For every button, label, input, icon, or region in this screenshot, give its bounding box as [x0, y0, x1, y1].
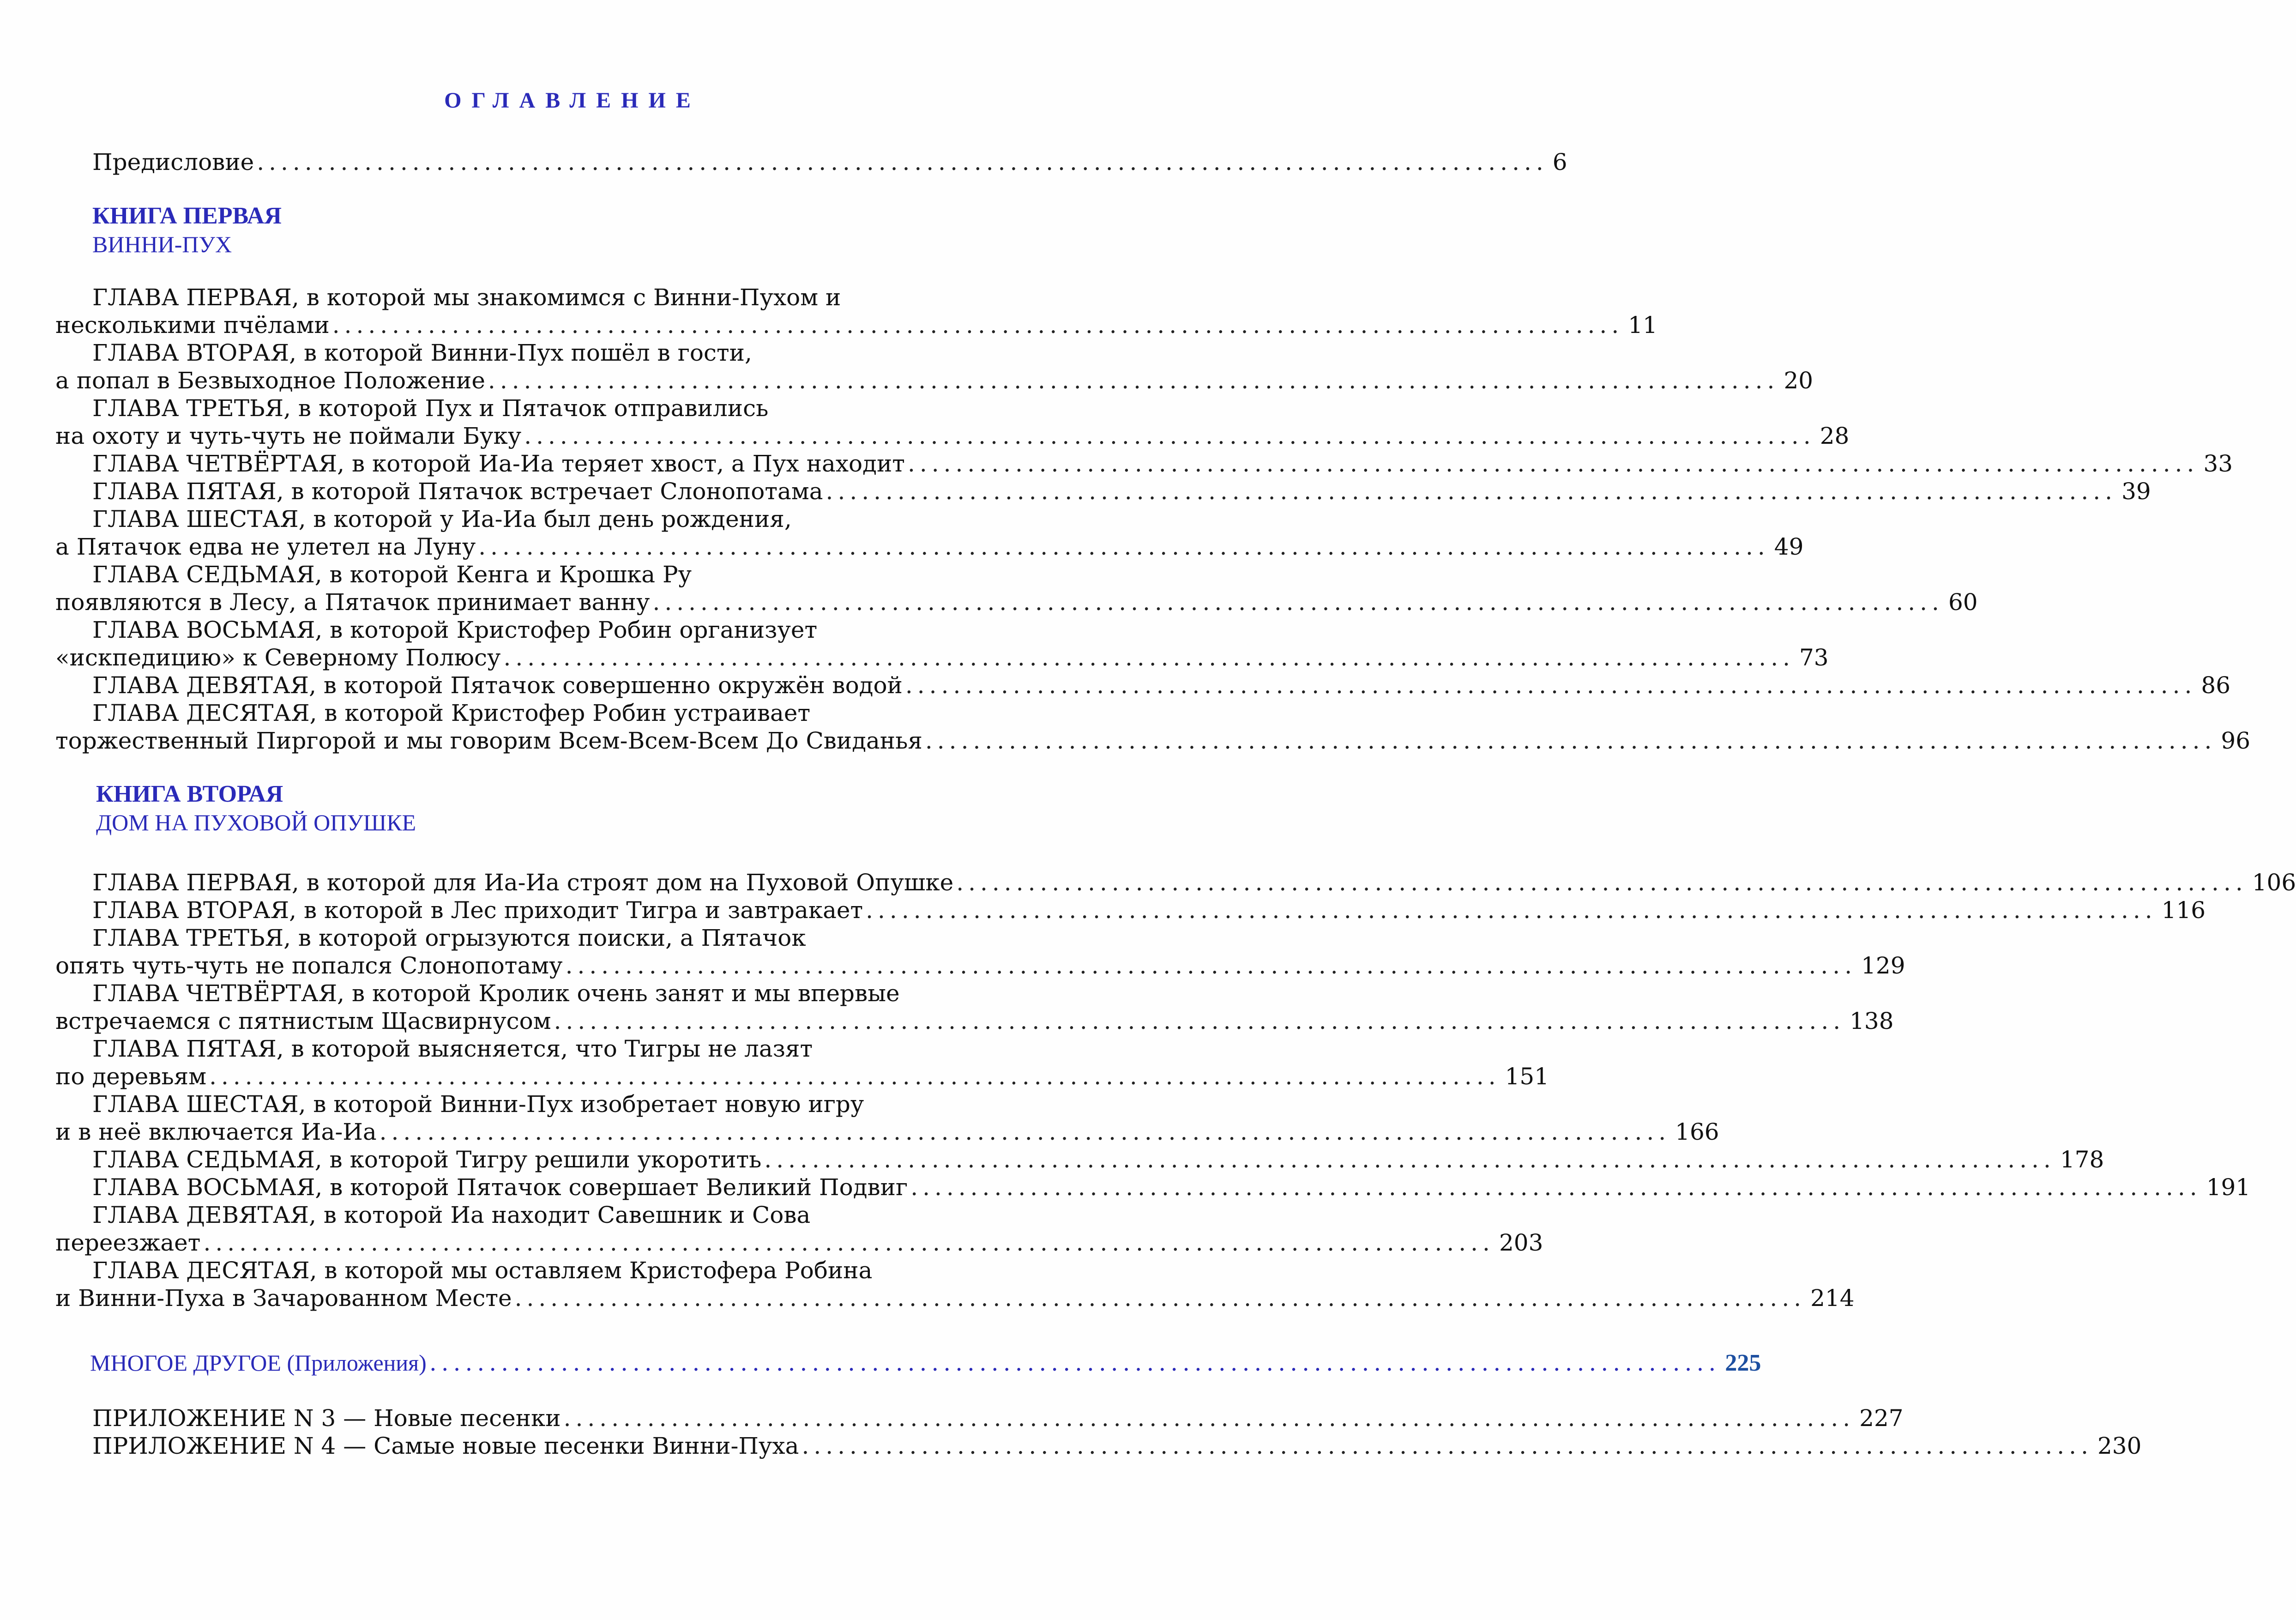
book1-line[interactable]	[92, 449, 2233, 478]
entry-text: ГЛАВА ДЕСЯТАЯ, в которой мы оставляем Кристофера Робина	[92, 1257, 873, 1284]
appendix-page: 225	[1725, 1350, 1761, 1376]
book1-line[interactable]	[55, 311, 1657, 339]
entry-page: 230	[2097, 1433, 2142, 1459]
entry-page: 129	[1861, 952, 1905, 979]
book2-line[interactable]	[55, 951, 1905, 980]
entry-page: 166	[1675, 1118, 1719, 1145]
entry-page: 6	[1552, 149, 1567, 175]
entry-text: ГЛАВА ПЕРВАЯ, в которой мы знакомимся с Винни-Пухом и	[92, 284, 841, 311]
book2-line[interactable]	[92, 868, 2296, 897]
leader-dots: ............................................................................................................	[379, 1118, 1671, 1145]
leader-dots: ............................................................................................................	[866, 897, 2157, 924]
entry-page: 191	[2206, 1174, 2251, 1201]
entry-text: и Винни-Пуха в Зачарованном Месте	[55, 1285, 512, 1312]
book1-line[interactable]	[92, 560, 1090, 589]
leader-dots: ............................................................................................................	[826, 478, 2117, 505]
entry-text: появляются в Лесу, а Пятачок принимает ванну	[55, 589, 650, 616]
entry-text: торжественный Пиргорой и мы говорим Всем-Всем-Всем До Свиданья	[55, 727, 922, 754]
entry-page: 86	[2201, 672, 2231, 699]
entry-text: а Пятачок едва не улетел на Луну	[55, 533, 476, 560]
book2-line[interactable]	[92, 1034, 1090, 1063]
entry-page: 203	[1499, 1229, 1543, 1256]
leader-dots: ............................................................................................................	[554, 1008, 1845, 1034]
entry-text: ГЛАВА ЧЕТВЁРТАЯ, в которой Иа-Иа теряет хвост, а Пух находит	[92, 450, 905, 477]
toc-entry-preface[interactable]	[92, 148, 1567, 176]
book2-title: КНИГА ВТОРАЯ	[96, 781, 283, 807]
book1-line[interactable]	[92, 339, 1090, 367]
entry-page: 28	[1820, 423, 1850, 449]
leader-dots: ............................................................................................................	[907, 450, 2199, 477]
entry-text: ГЛАВА ПЯТАЯ, в которой Пятачок встречает Слонопотама	[92, 478, 823, 505]
entry-page: 39	[2121, 478, 2151, 505]
book1-line[interactable]	[92, 699, 1090, 727]
entry-text: ГЛАВА ДЕСЯТАЯ, в которой Кристофер Робин устраивает	[92, 700, 811, 726]
leader-dots: ............................................................................................................	[209, 1063, 1501, 1090]
book1-line[interactable]	[92, 616, 1090, 644]
entry-text: ГЛАВА ВТОРАЯ, в которой Винни-Пух пошёл в гости,	[92, 339, 752, 366]
book2-line[interactable]	[92, 896, 2206, 925]
leader-dots: ............................................................................................................	[429, 1349, 1721, 1376]
book2-subtitle: ДОМ НА ПУХОВОЙ ОПУШКЕ	[96, 810, 416, 835]
leader-dots: ............................................................................................................	[925, 727, 2217, 754]
entry-page: 214	[1810, 1285, 1855, 1312]
book2-line[interactable]	[55, 1228, 1543, 1257]
toc-heading: ОГЛАВЛЕНИЕ	[444, 88, 701, 113]
entry-page: 96	[2221, 727, 2251, 754]
book1-line[interactable]	[55, 422, 1850, 450]
entry-text: а попал в Безвыходное Положение	[55, 367, 485, 394]
leader-dots: ............................................................................................................	[488, 367, 1779, 394]
entry-text: ГЛАВА СЕДЬМАЯ, в которой Кенга и Крошка Ру	[92, 561, 692, 588]
entry-text: ГЛАВА ДЕВЯТАЯ, в которой Иа находит Савешник и Сова	[92, 1202, 811, 1228]
appendix-item[interactable]	[92, 1432, 2142, 1460]
book2-line[interactable]	[92, 924, 1090, 952]
entry-text: переезжает	[55, 1229, 201, 1256]
leader-dots: ............................................................................................................	[503, 644, 1795, 671]
entry-text: ГЛАВА ШЕСТАЯ, в которой у Иа-Иа был день рождения,	[92, 506, 792, 532]
book2-line[interactable]	[92, 979, 1090, 1008]
book2-line[interactable]	[92, 1201, 1090, 1229]
leader-dots: ............................................................................................................	[956, 869, 2248, 896]
entry-page: 106	[2252, 869, 2296, 896]
leader-dots: ............................................................................................................	[478, 533, 1770, 560]
leader-dots: ............................................................................................................	[257, 149, 1548, 175]
entry-text: по деревьям	[55, 1063, 207, 1090]
book2-line[interactable]	[55, 1062, 1549, 1091]
book2-line[interactable]	[92, 1173, 2251, 1202]
book2-line[interactable]	[92, 1090, 1090, 1118]
leader-dots: ............................................................................................................	[801, 1433, 2093, 1459]
entry-page: 227	[1859, 1405, 1904, 1432]
entry-page: 138	[1850, 1008, 1894, 1034]
book2-line[interactable]	[92, 1256, 1090, 1285]
book1-title: КНИГА ПЕРВАЯ	[92, 203, 282, 229]
book1-line[interactable]	[92, 671, 2231, 700]
book1-line[interactable]	[55, 532, 1804, 561]
entry-page: 116	[2161, 897, 2206, 924]
book2-line[interactable]	[55, 1118, 1719, 1146]
entry-text: встречаемся с пятнистым Щасвирнусом	[55, 1008, 551, 1034]
entry-text: ГЛАВА ЧЕТВЁРТАЯ, в которой Кролик очень занят и мы впервые	[92, 980, 900, 1007]
appendix-item[interactable]	[92, 1404, 1904, 1433]
leader-dots: ............................................................................................................	[514, 1285, 1806, 1312]
entry-page: 49	[1774, 533, 1804, 560]
leader-dots: ............................................................................................................	[203, 1229, 1495, 1256]
entry-page: 20	[1784, 367, 1814, 394]
book1-line[interactable]	[92, 394, 1090, 423]
entry-text: ГЛАВА ВОСЬМАЯ, в которой Кристофер Робин организует	[92, 617, 818, 643]
leader-dots: ............................................................................................................	[524, 423, 1815, 449]
book1-line[interactable]	[92, 505, 1090, 533]
leader-dots: ............................................................................................................	[332, 312, 1624, 339]
book1-line[interactable]	[55, 726, 2251, 755]
entry-text: и в неё включается Иа-Иа	[55, 1118, 377, 1145]
book1-line[interactable]	[55, 366, 1814, 395]
appendix-header[interactable]	[90, 1348, 1761, 1377]
leader-dots: ............................................................................................................	[910, 1174, 2202, 1201]
book1-subtitle: ВИННИ-ПУХ	[92, 231, 232, 257]
entry-text: ГЛАВА ТРЕТЬЯ, в которой Пух и Пятачок отправились	[92, 395, 769, 422]
entry-text: ГЛАВА ТРЕТЬЯ, в которой огрызуются поиски, а Пятачок	[92, 925, 806, 951]
entry-text: ГЛАВА ПЯТАЯ, в которой выясняется, что Тигры не лазят	[92, 1035, 813, 1062]
entry-page: 73	[1799, 644, 1829, 671]
entry-text: «искпедицию» к Северному Полюсу	[55, 644, 501, 671]
leader-dots: ............................................................................................................	[652, 589, 1944, 616]
entry-text: ГЛАВА ДЕВЯТАЯ, в которой Пятачок совершенно окружён водой	[92, 672, 903, 699]
book1-line[interactable]	[92, 477, 2151, 506]
entry-text: несколькими пчёлами	[55, 312, 330, 339]
entry-text: ПРИЛОЖЕНИЕ N 3 — Новые песенки	[92, 1405, 561, 1432]
leader-dots: ............................................................................................................	[563, 1405, 1855, 1432]
entry-page: 33	[2203, 450, 2233, 477]
entry-text: на охоту и чуть-чуть не поймали Буку	[55, 423, 522, 449]
book2-line[interactable]	[92, 1145, 2104, 1174]
entry-text: ГЛАВА ПЕРВАЯ, в которой для Иа-Иа строят дом на Пуховой Опушке	[92, 869, 954, 896]
entry-text: опять чуть-чуть не попался Слонопотаму	[55, 952, 563, 979]
entry-page: 60	[1948, 589, 1978, 616]
entry-text: ГЛАВА ШЕСТАЯ, в которой Винни-Пух изобретает новую игру	[92, 1091, 864, 1118]
book1-line[interactable]	[55, 643, 1829, 672]
appendix-title: МНОГОЕ ДРУГОЕ (Приложения)	[90, 1350, 427, 1376]
book2-line[interactable]	[55, 1284, 1855, 1312]
leader-dots: ............................................................................................................	[764, 1146, 2055, 1173]
leader-dots: ............................................................................................................	[905, 672, 2197, 699]
entry-text: ГЛАВА СЕДЬМАЯ, в которой Тигру решили укоротить	[92, 1146, 762, 1173]
entry-page: 178	[2060, 1146, 2104, 1173]
book1-line[interactable]	[92, 283, 1090, 312]
entry-page: 11	[1628, 312, 1657, 339]
entry-text: ПРИЛОЖЕНИЕ N 4 — Самые новые песенки Винни-Пуха	[92, 1433, 799, 1459]
entry-text: Предисловие	[92, 149, 254, 175]
book2-line[interactable]	[55, 1007, 1894, 1035]
leader-dots: ............................................................................................................	[565, 952, 1857, 979]
entry-text: ГЛАВА ВТОРАЯ, в которой в Лес приходит Тигра и завтракает	[92, 897, 863, 924]
entry-text: ГЛАВА ВОСЬМАЯ, в которой Пятачок совершает Великий Подвиг	[92, 1174, 908, 1201]
book1-line[interactable]	[55, 588, 1978, 617]
entry-page: 151	[1505, 1063, 1549, 1090]
